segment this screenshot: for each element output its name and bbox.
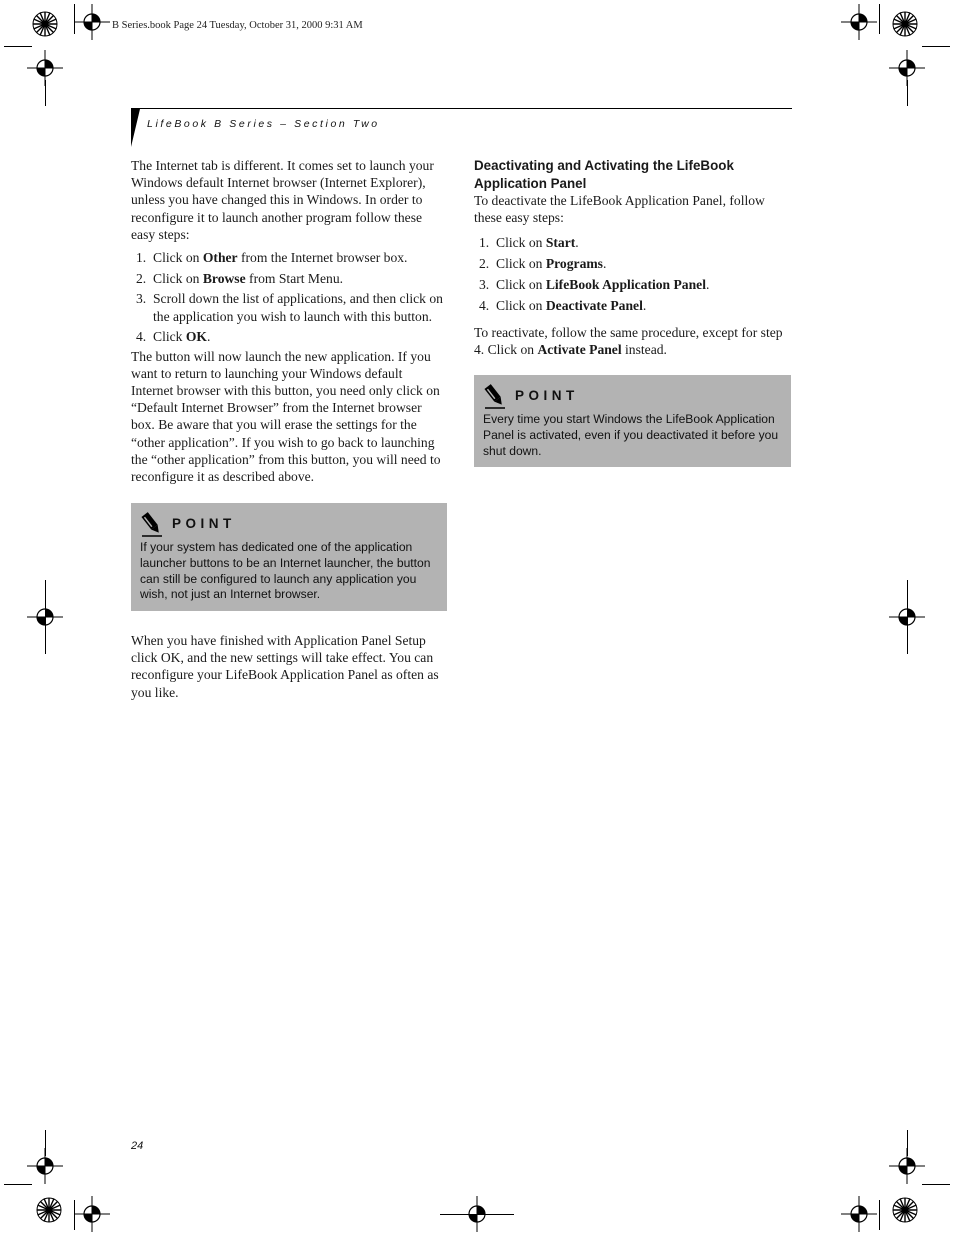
- header-rule: [131, 108, 792, 109]
- crop-mark: [4, 46, 32, 47]
- registration-mark-icon: [887, 1146, 927, 1186]
- page-number: 24: [131, 1140, 144, 1152]
- point-callout: [474, 375, 791, 467]
- list-item: 4. Click OK.: [136, 329, 211, 345]
- registration-mark-icon: [839, 1194, 879, 1234]
- list-item: 4. Click on Deactivate Panel.: [479, 297, 647, 313]
- pencil-icon: [140, 511, 164, 537]
- point-title: POINT: [172, 516, 236, 532]
- crop-mark: [879, 4, 880, 34]
- right-column: [474, 157, 791, 467]
- registration-mark-icon: [887, 597, 927, 637]
- section-heading: Deactivating and Activating the LifeBook Application Panel: [474, 158, 734, 191]
- left-column: [131, 157, 447, 701]
- list-item: 3. Click on LifeBook Application Panel.: [479, 276, 710, 292]
- point-heading: [483, 381, 782, 409]
- list-item: 1. Click on Other from the Internet browser box.: [136, 250, 408, 266]
- list-item: 2. Click on Programs.: [479, 256, 607, 272]
- star-target-icon: [892, 1197, 918, 1223]
- registration-mark-icon: [457, 1194, 497, 1234]
- closing-paragraph: When you have finished with Application Panel Setup click OK, and the new settings will take effect. You can reconfigure your LifeBook Application Panel as often as you like.: [131, 632, 439, 700]
- registration-mark-icon: [839, 2, 879, 42]
- point-body: If your system has dedicated one of the application launcher buttons to be an Internet launcher, the button can still be configured to launch any application you wish, not just an Internet browser.: [140, 540, 431, 602]
- running-header: LifeBook B Series – Section Two: [147, 118, 380, 130]
- registration-mark-icon: [25, 48, 65, 88]
- deactivate-steps-list: [474, 234, 791, 313]
- body-paragraph: The button will now launch the new application. If you want to return to launching your Windows default Internet browser with this button, you need only click on “Default Internet Browser” from the Internet browser box. Be aware that you will erase the settings for the “other application”. If you wish to go back to launching the “other application” from this button, you will need to reconfigure it as described above.: [131, 348, 441, 484]
- star-target-icon: [36, 1197, 62, 1223]
- print-slug: B Series.book Page 24 Tuesday, October 31, 2000 9:31 AM: [112, 20, 363, 31]
- pencil-icon: [483, 383, 507, 409]
- point-title: POINT: [515, 388, 579, 404]
- internet-steps-list: [131, 249, 447, 346]
- registration-mark-icon: [25, 1146, 65, 1186]
- crop-mark: [922, 46, 950, 47]
- registration-mark-icon: [72, 1194, 112, 1234]
- crop-mark: [879, 1200, 880, 1230]
- star-target-icon: [892, 11, 918, 37]
- list-item: 2. Click on Browse from Start Menu.: [136, 270, 344, 286]
- point-callout: [131, 503, 447, 611]
- point-heading: [140, 509, 438, 537]
- point-body: Every time you start Windows the LifeBook Application Panel is activated, even if you deactivated it before you shut down.: [483, 412, 779, 458]
- registration-mark-icon: [887, 48, 927, 88]
- list-item: 1. Click on Start.: [479, 235, 579, 251]
- intro-paragraph: The Internet tab is different. It comes set to launch your Windows default Internet browser (Internet Explorer), unless you have changed this in Windows. In order to reconfigure it to launch another program follow these easy steps:: [131, 158, 434, 242]
- reactivate-paragraph: To reactivate, follow the same procedure, except for step 4. Click on Activate Panel instead.: [474, 324, 783, 357]
- star-target-icon: [32, 11, 58, 37]
- registration-mark-icon: [72, 2, 112, 42]
- header-tab-marker: [131, 109, 140, 147]
- list-item: 3. Scroll down the list of applications, and then click on the application you wish to launch with this button.: [136, 291, 443, 324]
- registration-mark-icon: [25, 597, 65, 637]
- intro-paragraph: To deactivate the LifeBook Application Panel, follow these easy steps:: [474, 193, 765, 226]
